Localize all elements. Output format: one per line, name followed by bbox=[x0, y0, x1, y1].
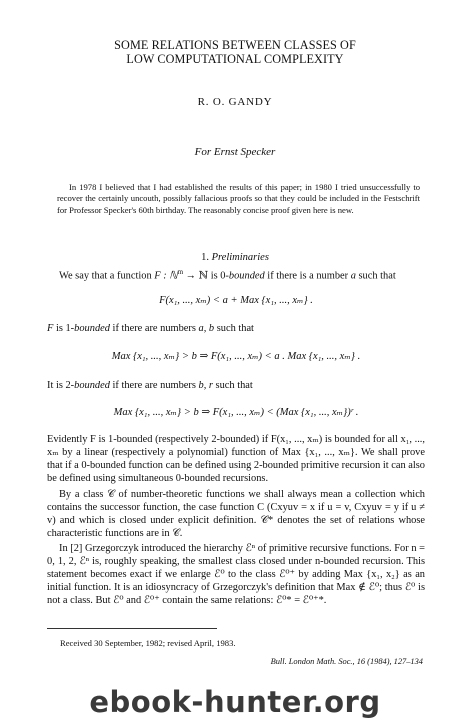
paragraph-evidently bbox=[47, 433, 425, 485]
paragraph-text: Evidently F is 1-bounded (respectively 2-bounded) if F(x₁, ..., xₘ) is bounded for all x₁, ..., xₘ by a linear (respectively a polynomial) function of Max {x₁, ..., xₘ}. We shall prove that if a 0-bounded function can be defined using 2-bounded primitive recursion it can also be defined using simultaneous 0-bounded recursions. bbox=[47, 434, 425, 484]
paragraph-text: In [2] Grzegorczyk introduced the hierarchy ℰⁿ of primitive recursive functions. For n = 0, 1, 2, ℰⁿ is, roughly speaking, the smallest class closed under n-bounded recursion. This statement becomes exact if we enlarge ℰ⁰ to the class ℰ⁰⁺ by adding Max {x₁, x₂} as an initial function. It is an idiosyncracy of Grzegorczyk's definition that Max ∉ ℰ⁰; thus ℰ⁰ is not a class. But ℰ⁰ and ℰ⁰⁺ contain the same relations: ℰ⁰* = ℰ⁰⁺*. bbox=[47, 543, 425, 606]
section-title: Preliminaries bbox=[211, 252, 269, 263]
title-line-2: LOW COMPUTATIONAL COMPLEXITY bbox=[126, 52, 344, 66]
title-line-1: SOME RELATIONS BETWEEN CLASSES OF bbox=[114, 38, 356, 52]
paragraph-0-bounded: We say that a function F : ℕ$^m$ → ℕ is 0-bounded if there is a number a such that bbox=[59, 268, 396, 282]
equation-1: F(x₁, ..., xₘ) < a + Max {x₁, ..., xₘ} . bbox=[159, 295, 313, 306]
author-name: R. O. GANDY bbox=[197, 96, 273, 108]
received-date: Received 30 September, 1982; revised April, 1983. bbox=[60, 638, 236, 648]
paragraph-grzegorczyk bbox=[47, 542, 425, 607]
abstract-text: In 1978 I believed that I had established the results of this paper; in 1980 I tried unsuccessfully to recover the certainly uncouth, possibly fallacious proofs so that they could be included in the Festschrift for Professor Specker's 60th birthday. The reasonably concise proof given here is new. bbox=[57, 182, 420, 215]
paragraph-text: By a class 𝒞 of number-theoretic functions we shall always mean a collection which contains the successor function, the case function C (Cxyuv = x if u = v, Cxyuv = y if u ≠ v) and which is closed under explicit definition. 𝒞* denotes the set of relations whose characteristic functions are in 𝒞. bbox=[47, 489, 425, 539]
watermark: ebook-hunter.org bbox=[89, 685, 381, 719]
abstract bbox=[57, 182, 420, 216]
equation-3: Max {x₁, ..., xₘ} > b ⇒ F(x₁, ..., xₘ) < (Max {x₁, ..., xₘ})ʳ . bbox=[113, 407, 359, 418]
section-heading bbox=[40, 252, 430, 263]
equation-2: Max {x₁, ..., xₘ} > b ⇒ F(x₁, ..., xₘ) < a . Max {x₁, ..., xₘ} . bbox=[111, 351, 361, 362]
section-number: 1. bbox=[201, 252, 209, 263]
paragraph-2-bounded: It is 2-bounded if there are numbers b, r such that bbox=[47, 380, 253, 391]
paper-title bbox=[40, 38, 430, 66]
paragraph-1-bounded: F is 1-bounded if there are numbers a, b such that bbox=[47, 323, 254, 334]
dedication: For Ernst Specker bbox=[194, 146, 276, 158]
paragraph-class-definition bbox=[47, 488, 425, 540]
footnote-divider bbox=[47, 628, 217, 629]
journal-citation: Bull. London Math. Soc., 16 (1984), 127–134 bbox=[270, 657, 423, 666]
